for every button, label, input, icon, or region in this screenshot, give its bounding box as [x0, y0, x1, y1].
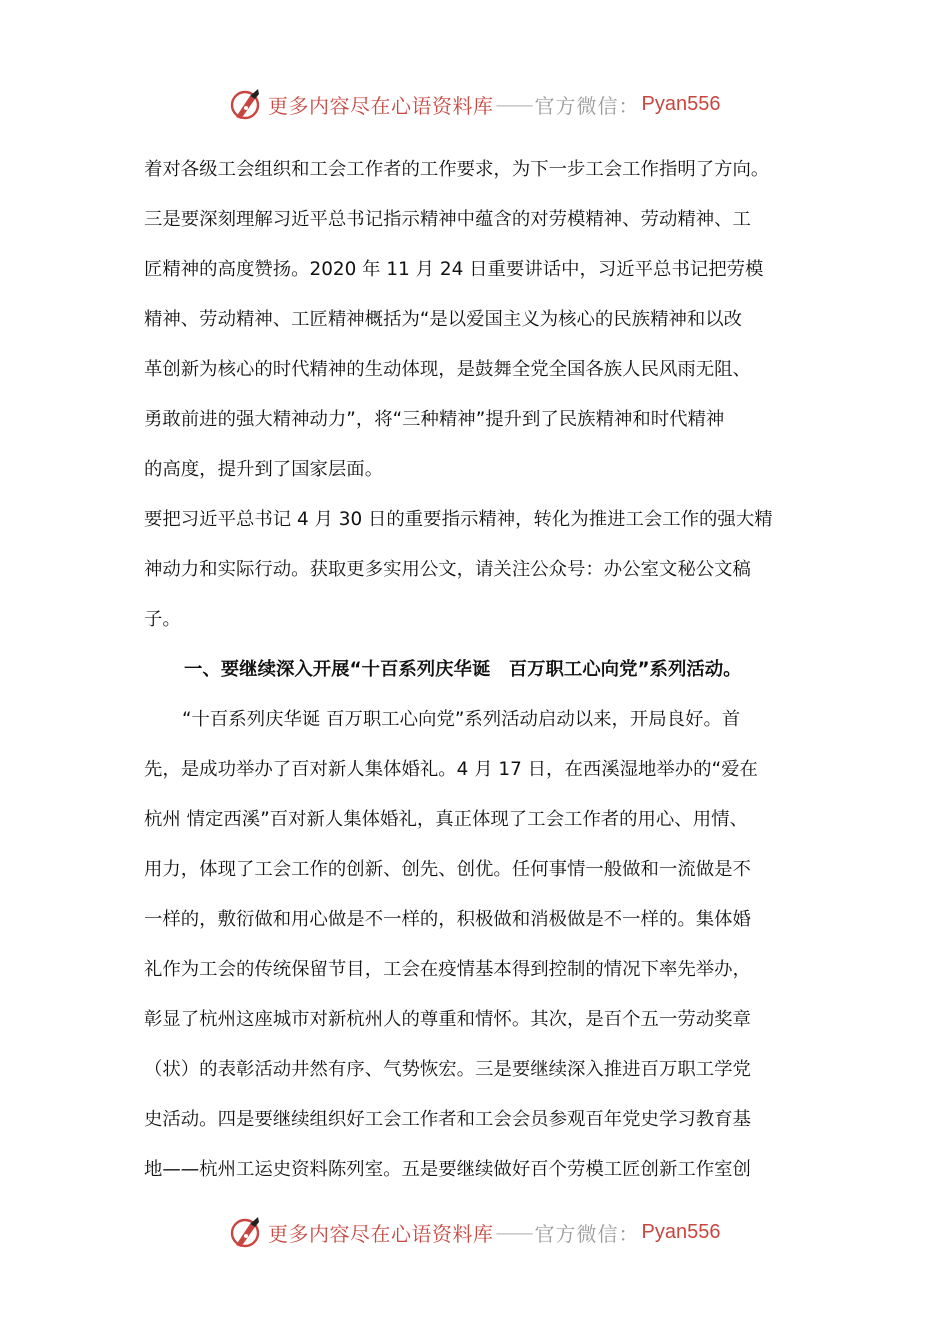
section-heading: 一、要继续深入开展“十百系列庆华诞 百万职工心向党”系列活动。	[184, 659, 742, 680]
banner-wechat-label: 官方微信：	[534, 93, 640, 118]
document-body	[144, 145, 808, 1195]
text-line: 神动力和实际行动。获取更多实用公文，请关注公众号：办公室文秘公文稿	[144, 559, 751, 580]
footer-banner	[228, 1212, 720, 1252]
banner-wechat-id: Pyan556	[641, 1220, 721, 1243]
banner-dash: ——	[495, 1220, 532, 1244]
text-line: 史活动。四是要继续组织好工会工作者和工会会员参观百年党史学习教育基	[144, 1109, 751, 1130]
text-line: 着对各级工会组织和工会工作者的工作要求，为下一步工会工作指明了方向。	[144, 159, 770, 180]
text-line: 彰显了杭州这座城市对新杭州人的尊重和情怀。其次，是百个五一劳动奖章	[144, 1009, 751, 1030]
text-line: “十百系列庆华诞 百万职工心向党”系列活动启动以来，开局良好。首	[182, 709, 741, 730]
text-line: 要把习近平总书记 4 月 30 日的重要指示精神，转化为推进工会工作的强大精	[144, 509, 773, 530]
pen-nib-logo-icon	[228, 1214, 264, 1250]
text-line: 勇敢前进的强大精神动力”，将“三种精神”提升到了民族精神和时代精神	[144, 409, 725, 430]
text-line: 一样的，敷衍做和用心做是不一样的，积极做和消极做是不一样的。集体婚	[144, 909, 751, 930]
header-banner	[228, 84, 720, 124]
banner-title: 更多内容尽在心语资料库	[268, 1221, 494, 1246]
text-line: 三是要深刻理解习近平总书记指示精神中蕴含的对劳模精神、劳动精神、工	[144, 209, 751, 230]
text-line: 地——杭州工运史资料陈列室。五是要继续做好百个劳模工匠创新工作室创	[144, 1159, 751, 1180]
text-line: 杭州 情定西溪”百对新人集体婚礼，真正体现了工会工作者的用心、用情、	[144, 809, 748, 830]
banner-wechat-id: Pyan556	[641, 92, 721, 115]
banner-wechat-label: 官方微信：	[534, 1221, 640, 1246]
text-line: 精神、劳动精神、工匠精神概括为“是以爱国主义为核心的民族精神和以改	[144, 309, 743, 330]
text-line: （状）的表彰活动井然有序、气势恢宏。三是要继续深入推进百万职工学党	[144, 1059, 751, 1080]
text-line: 革创新为核心的时代精神的生动体现，是鼓舞全党全国各族人民风雨无阻、	[144, 359, 751, 380]
text-line: 的高度，提升到了国家层面。	[144, 459, 384, 480]
text-line: 礼作为工会的传统保留节目，工会在疫情基本得到控制的情况下率先举办，	[144, 959, 751, 980]
banner-dash: ——	[495, 92, 532, 116]
text-line: 先，是成功举办了百对新人集体婚礼。4 月 17 日，在西溪湿地举办的“爱在	[144, 759, 758, 780]
text-line: 匠精神的高度赞扬。2020 年 11 月 24 日重要讲话中，习近平总书记把劳模	[144, 259, 764, 280]
text-line: 用力，体现了工会工作的创新、创先、创优。任何事情一般做和一流做是不	[144, 859, 751, 880]
text-line: 子。	[144, 609, 181, 630]
pen-nib-logo-icon	[228, 86, 264, 122]
banner-title: 更多内容尽在心语资料库	[268, 93, 494, 118]
